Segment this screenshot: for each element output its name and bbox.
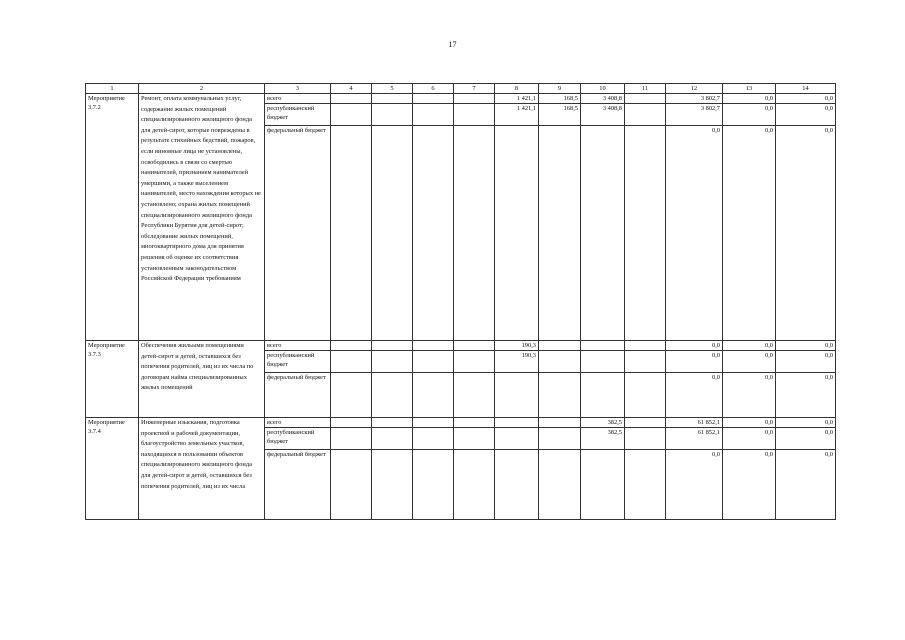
value-cell <box>413 94 454 104</box>
measure-description: Обеспечения жильыми помещениями детей-сирот и детей, оставшихся без попечения родителей, лиц из их числа по договорам найма специализированных жилых помещений <box>139 341 265 418</box>
value-cell: 3 408,8 <box>581 94 625 104</box>
value-cell: 0,0 <box>666 341 723 351</box>
value-cell <box>372 450 413 520</box>
table-row <box>86 94 836 104</box>
value-cell: 0,0 <box>776 104 836 126</box>
value-cell <box>495 418 539 428</box>
value-cell <box>454 94 495 104</box>
table-row <box>86 418 836 428</box>
value-cell <box>331 94 372 104</box>
measure-code: Мероприятие 3.7.3 <box>86 341 139 418</box>
value-cell: 382,5 <box>581 428 625 450</box>
value-cell <box>625 428 666 450</box>
value-cell <box>372 418 413 428</box>
value-cell: 3 802,7 <box>666 104 723 126</box>
value-cell: 1 421,1 <box>495 104 539 126</box>
value-cell: 0,0 <box>666 450 723 520</box>
value-cell <box>495 373 539 418</box>
value-cell <box>625 126 666 341</box>
value-cell <box>413 373 454 418</box>
value-cell <box>331 126 372 341</box>
value-cell <box>625 450 666 520</box>
value-cell <box>413 351 454 373</box>
table-row <box>86 341 836 351</box>
value-cell: 0,0 <box>723 94 776 104</box>
value-cell <box>625 418 666 428</box>
value-cell <box>413 126 454 341</box>
value-cell: 0,0 <box>723 373 776 418</box>
value-cell <box>454 428 495 450</box>
value-cell <box>581 341 625 351</box>
value-cell <box>331 104 372 126</box>
value-cell: 0,0 <box>723 341 776 351</box>
column-header: 3 <box>265 84 331 94</box>
value-cell: 3 408,8 <box>581 104 625 126</box>
value-cell <box>625 341 666 351</box>
value-cell: 168,5 <box>539 94 581 104</box>
value-cell: 0,0 <box>723 450 776 520</box>
value-cell <box>372 351 413 373</box>
value-cell <box>539 428 581 450</box>
value-cell: 382,5 <box>581 418 625 428</box>
value-cell: 0,0 <box>776 428 836 450</box>
value-cell: 168,5 <box>539 104 581 126</box>
column-header: 7 <box>454 84 495 94</box>
value-cell <box>539 126 581 341</box>
value-cell <box>539 341 581 351</box>
measure-description: Инженерные изыскания, подготовка проектной и рабочей документации, благоустройство земельных участков, находящихся в пользовании объектов специализированного жилищного фонда для детей-сирот и детей, оставшихся без попечения родителей, лиц из их числа <box>139 418 265 520</box>
value-cell <box>454 126 495 341</box>
value-cell: 61 852,1 <box>666 428 723 450</box>
value-cell: 61 852,1 <box>666 418 723 428</box>
value-cell: 0,0 <box>776 418 836 428</box>
value-cell: 0,0 <box>723 126 776 341</box>
value-cell <box>581 351 625 373</box>
value-cell: 1 421,1 <box>495 94 539 104</box>
measure-description: Ремонт, оплата коммунальных услуг, содержание жилых помещений специализированного жилищного фонда для детей-сирот, которые повреждены в результате стихийных бедствий, пожаров, если виновные лица не установлены, освободились в связи со смертью нанимателей, признанием нанимателей умершими, а также выселением нанимателей, место нахождения которых не установлено; охрана жилых помещений специализированного жилищного фонда Республики Бурятия для детей-сирот; обследование жилых помещений, многоквартирного дома для принятия решения об оценке их соответствия установленным законодательством Российской Федерации требованиям <box>139 94 265 341</box>
value-cell: 0,0 <box>776 450 836 520</box>
value-cell <box>495 428 539 450</box>
value-cell <box>372 341 413 351</box>
value-cell <box>539 418 581 428</box>
value-cell: 0,0 <box>776 373 836 418</box>
value-cell: 0,0 <box>776 94 836 104</box>
value-cell <box>413 341 454 351</box>
value-cell <box>454 373 495 418</box>
value-cell <box>454 418 495 428</box>
column-header: 10 <box>581 84 625 94</box>
column-header: 6 <box>413 84 454 94</box>
table-body <box>86 94 836 520</box>
value-cell <box>454 341 495 351</box>
value-cell <box>539 373 581 418</box>
value-cell <box>372 126 413 341</box>
column-header: 8 <box>495 84 539 94</box>
value-cell <box>581 450 625 520</box>
funding-source: федеральный бюджет <box>265 126 331 341</box>
column-header: 11 <box>625 84 666 94</box>
value-cell: 0,0 <box>723 104 776 126</box>
column-header: 4 <box>331 84 372 94</box>
value-cell <box>372 428 413 450</box>
value-cell <box>625 373 666 418</box>
funding-source: республиканский бюджет <box>265 104 331 126</box>
value-cell <box>331 373 372 418</box>
funding-source: республиканский бюджет <box>265 428 331 450</box>
value-cell <box>331 450 372 520</box>
value-cell <box>625 94 666 104</box>
value-cell <box>581 126 625 341</box>
header-row <box>86 84 836 94</box>
value-cell <box>331 341 372 351</box>
funding-source: республиканский бюджет <box>265 351 331 373</box>
value-cell <box>581 373 625 418</box>
value-cell <box>331 418 372 428</box>
value-cell <box>495 450 539 520</box>
column-header: 14 <box>776 84 836 94</box>
column-header: 12 <box>666 84 723 94</box>
value-cell <box>331 428 372 450</box>
value-cell <box>413 450 454 520</box>
value-cell <box>539 450 581 520</box>
column-header: 5 <box>372 84 413 94</box>
value-cell: 0,0 <box>723 418 776 428</box>
value-cell <box>413 428 454 450</box>
value-cell: 190,3 <box>495 341 539 351</box>
value-cell <box>495 126 539 341</box>
funding-source: всего <box>265 94 331 104</box>
value-cell <box>454 450 495 520</box>
value-cell: 3 802,7 <box>666 94 723 104</box>
column-header: 2 <box>139 84 265 94</box>
value-cell: 0,0 <box>776 126 836 341</box>
column-header: 13 <box>723 84 776 94</box>
column-header: 9 <box>539 84 581 94</box>
funding-source: всего <box>265 341 331 351</box>
value-cell: 0,0 <box>666 373 723 418</box>
value-cell <box>454 104 495 126</box>
value-cell <box>372 94 413 104</box>
value-cell: 0,0 <box>666 126 723 341</box>
funding-source: всего <box>265 418 331 428</box>
page-number: 17 <box>448 40 457 49</box>
value-cell: 0,0 <box>776 341 836 351</box>
value-cell: 190,3 <box>495 351 539 373</box>
value-cell <box>454 351 495 373</box>
value-cell <box>625 104 666 126</box>
value-cell: 0,0 <box>723 351 776 373</box>
budget-table <box>85 83 836 520</box>
value-cell: 0,0 <box>723 428 776 450</box>
value-cell <box>413 418 454 428</box>
funding-source: федеральный бюджет <box>265 373 331 418</box>
value-cell <box>372 373 413 418</box>
value-cell <box>539 351 581 373</box>
measure-code: Мероприятие 3.7.2 <box>86 94 139 341</box>
column-header: 1 <box>86 84 139 94</box>
measure-code: Мероприятие 3.7.4 <box>86 418 139 520</box>
value-cell <box>625 351 666 373</box>
funding-source: федеральный бюджет <box>265 450 331 520</box>
value-cell: 0,0 <box>776 351 836 373</box>
value-cell <box>372 104 413 126</box>
value-cell: 0,0 <box>666 351 723 373</box>
value-cell <box>331 351 372 373</box>
value-cell <box>413 104 454 126</box>
